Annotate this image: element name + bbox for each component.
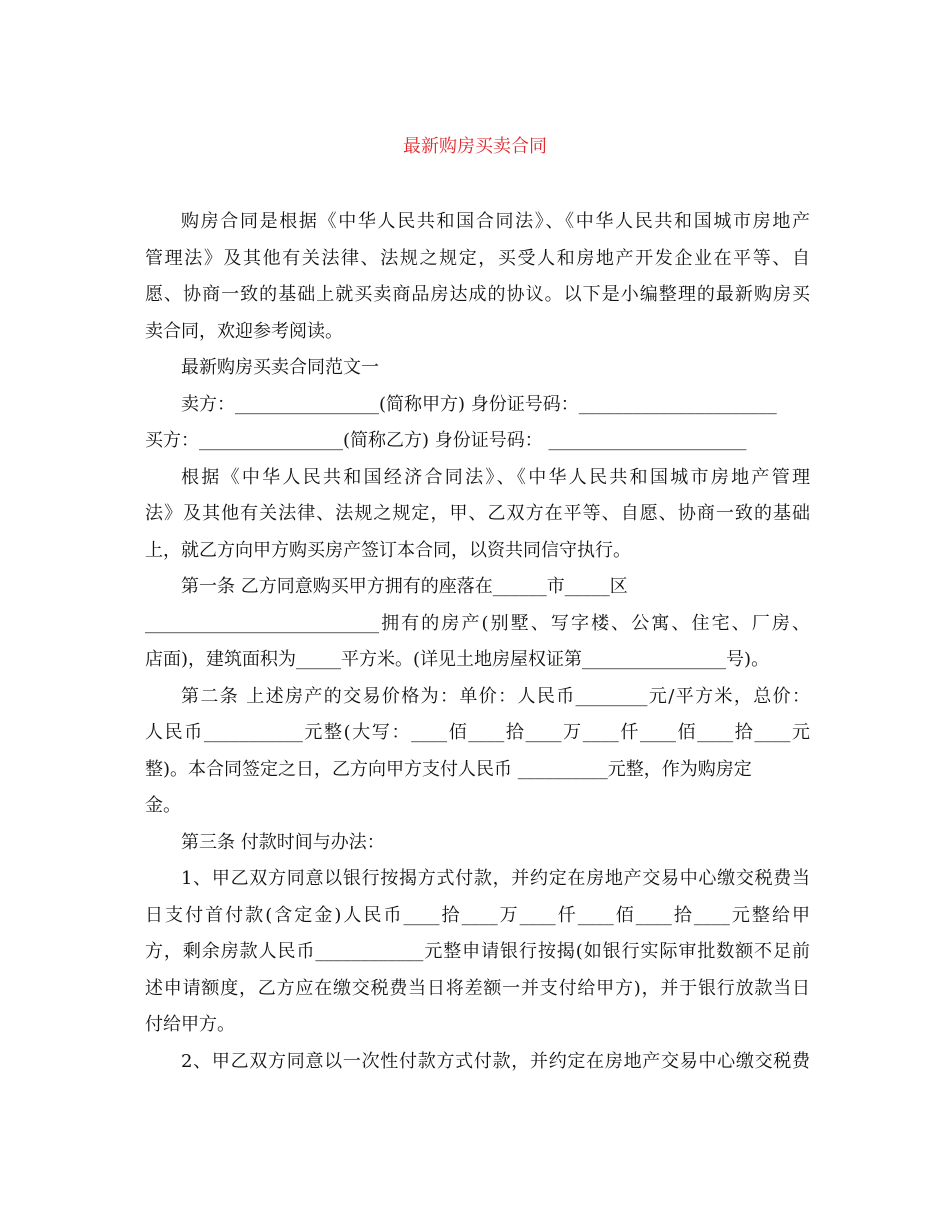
section-heading: 最新购房买卖合同范文一 [181,357,379,378]
paragraph-line: 购房合同是根据《中华人民共和国合同法》、《中华人民共和国城市房地产 [181,211,810,232]
paragraph-line: 管理法》及其他有关法律、法规之规定，买受人和房地产开发企业在平等、自 [145,247,810,269]
paragraph-line: 上，就乙方向甲方购买房产签订本合同，以资共同信守执行。 [145,539,631,561]
seller-line: 卖方：________________(简称甲方) 身份证号码：______________________ [181,393,777,415]
article-line: 店面)，建筑面积为_____平方米。(详见土地房屋权证第________________号)。 [145,649,770,670]
paragraph-line: 法》及其他有关法律、法规之规定，甲、乙双方在平等、自愿、协商一致的基础 [145,503,810,524]
article-line: __________________________拥有的房产(别墅、写字楼、公寓、住宅、厂房、 [145,612,810,634]
paragraph-line: 根据《中华人民共和国经济合同法》、《中华人民共和国城市房地产管理 [181,466,810,488]
article-line: 金。 [145,795,181,816]
buyer-line: 买方：________________(简称乙方) 身份证号码： ______________________ [145,430,747,451]
document-title: 最新购房买卖合同 [403,136,547,157]
payment-clause-line: 述申请额度，乙方应在缴交税费当日将差额一并支付给甲方)，并于银行放款当日 [145,977,810,999]
payment-clause-line: 1、甲乙双方同意以银行按揭方式付款，并约定在房地产交易中心缴交税费当 [181,868,810,889]
paragraph-line: 卖合同，欢迎参考阅读。 [145,320,343,342]
paragraph-line: 愿、协商一致的基础上就买卖商品房达成的协议。以下是小编整理的最新购房买 [145,284,810,305]
payment-clause-line: 付给甲方。 [145,1014,235,1035]
article-line: 第二条 上述房产的交易价格为：单价：人民币________元/平方米，总价： [181,685,810,707]
article-line: 第一条 乙方同意购买甲方拥有的座落在______市_____区 [181,576,628,597]
payment-clause-line: 日支付首付款(含定金)人民币____拾____万____仟____佰____拾____元整给甲 [145,904,810,926]
article-heading: 第三条 付款时间与办法： [181,831,385,853]
payment-clause-line: 2、甲乙双方同意以一次性付款方式付款，并约定在房地产交易中心缴交税费 [181,1050,810,1072]
article-line: 人民币___________元整(大写：____佰____拾____万____仟____佰____拾____元 [145,722,810,743]
payment-clause-line: 方，剩余房款人民币____________元整申请银行按揭(如银行实际审批数额不足前 [145,941,810,962]
document-body [145,204,810,1080]
article-line: 整)。本合同签定之日，乙方向甲方支付人民币 __________元整，作为购房定 [145,758,752,780]
